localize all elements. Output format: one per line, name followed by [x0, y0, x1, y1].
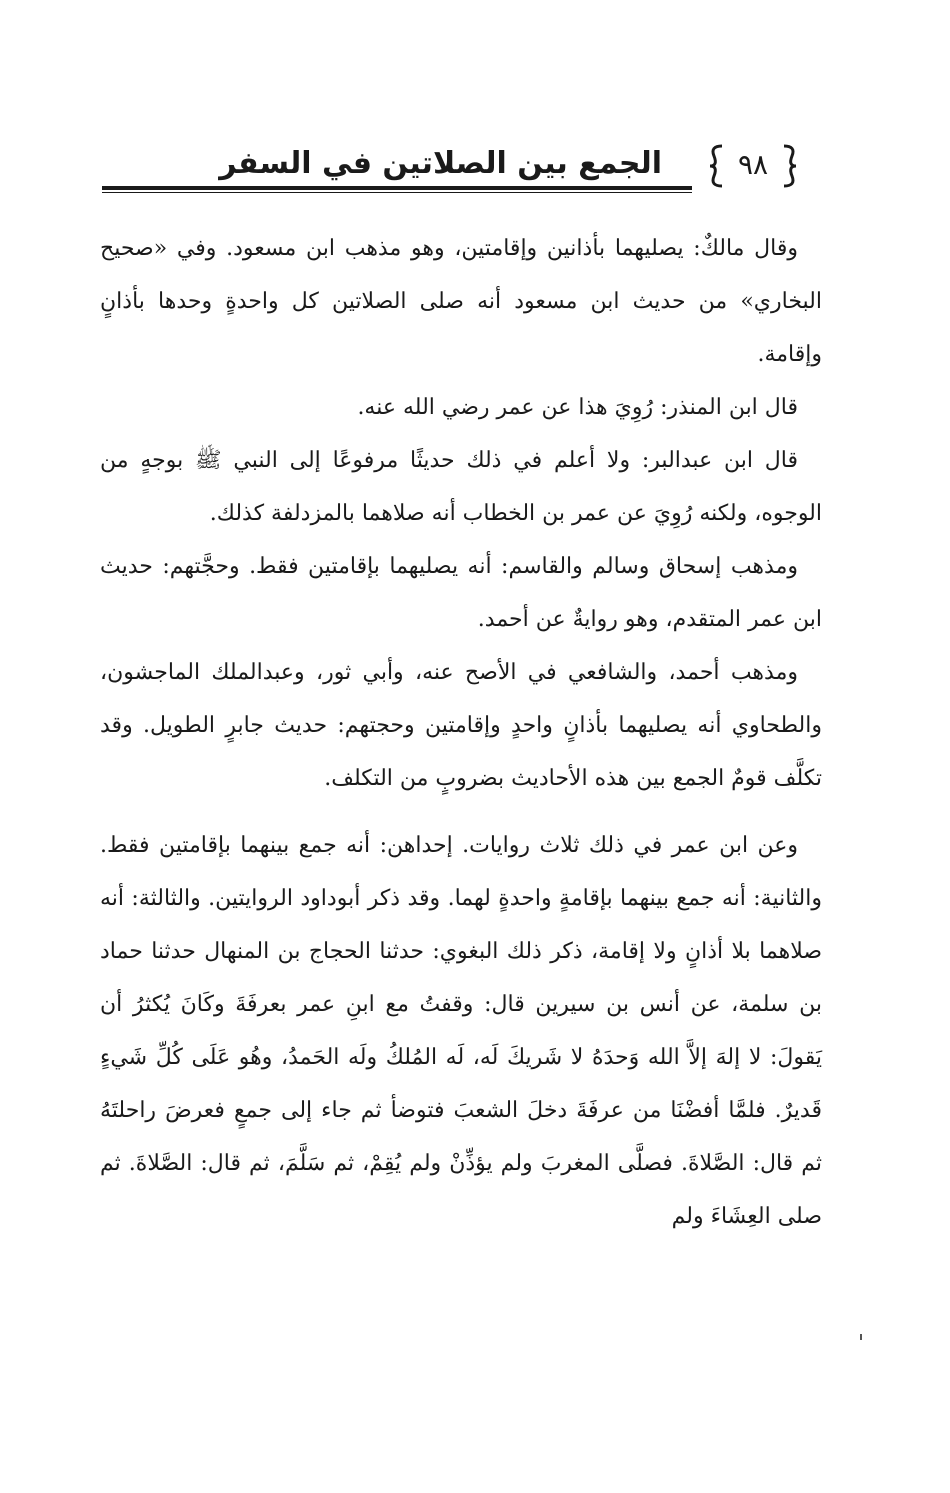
scan-mark	[860, 1334, 862, 1340]
page-number: ٩٨	[737, 148, 769, 181]
paragraph: قال ابن المنذر: رُوِيَ هذا عن عمر رضي الله عنه.	[357, 395, 798, 420]
paragraph: ومذهب أحمد، والشافعي في الأصح عنه، وأبي ثور، وعبدالملك الماجشون، والطحاوي أنه يصليهما بأذانٍ واحدٍ وإقامتين وحجتهم: حديث جابرٍ الطويل. وقد تكلَّف قومٌ الجمع بين هذه الأحاديث بضروبٍ من التكلف.	[100, 660, 822, 791]
paragraph: قال ابن عبدالبر: ولا أعلم في ذلك حديثًا مرفوعًا إلى النبي ﷺ بوجهٍ من الوجوه، ولكنه رُوِيَ عن عمر بن الخطاب أنه صلاهما بالمزدلفة كذلك.	[100, 448, 822, 526]
paragraph: وعن ابن عمر في ذلك ثلاث روايات. إحداهن: أنه جمع بينهما بإقامتين فقط. والثانية: أنه جمع بينهما بإقامةٍ واحدةٍ لهما. وقد ذكر أبوداود الروايتين. والثالثة: أنه صلاهما بلا أذانٍ ولا إقامة، ذكر ذلك البغوي: حدثنا الحجاج بن المنهال حدثنا حماد بن سلمة، عن أنس بن سيرين قال: وقفتُ مع ابنِ عمر بعرفَةَ وكَانَ يُكثرُ أن يَقولَ: لا إلهَ إلاَّ الله وَحدَهُ لا شَريكَ لَه، لَه المُلكُ ولَه الحَمدُ، وهُو عَلَى كُلِّ شَيءٍ قَديرٌ. فلمَّا أفضْنَا من عرفَةَ دخلَ الشعبَ فتوضأ ثم جاء إلى جمعٍ فعرضَ راحلتَهُ ثم قال: الصَّلاةَ. فصلَّى المغربَ ولم يؤذِّنْ ولم يُقِمْ، ثم سَلَّمَ، ثم قال: الصَّلاةَ. ثم صلى العِشَاءَ ولم	[100, 833, 822, 1229]
body-text	[100, 222, 822, 1243]
chapter-title: الجمع بين الصلاتين في السفر	[219, 146, 662, 181]
running-header	[102, 140, 822, 198]
paragraph: وقال مالكٌ: يصليهما بأذانين وإقامتين، وهو مذهب ابن مسعود. وفي «صحيح البخاري» من حديث ابن مسعود أنه صلى الصلاتين كل واحدةٍ وحدها بأذانٍ وإقامة.	[100, 236, 822, 367]
page-number-ornament	[708, 142, 798, 190]
paragraph: ومذهب إسحاق وسالم والقاسم: أنه يصليهما بإقامتين فقط. وحجَّتهم: حديث ابن عمر المتقدم، وهو روايةٌ عن أحمد.	[100, 554, 822, 632]
header-rule	[102, 186, 692, 193]
